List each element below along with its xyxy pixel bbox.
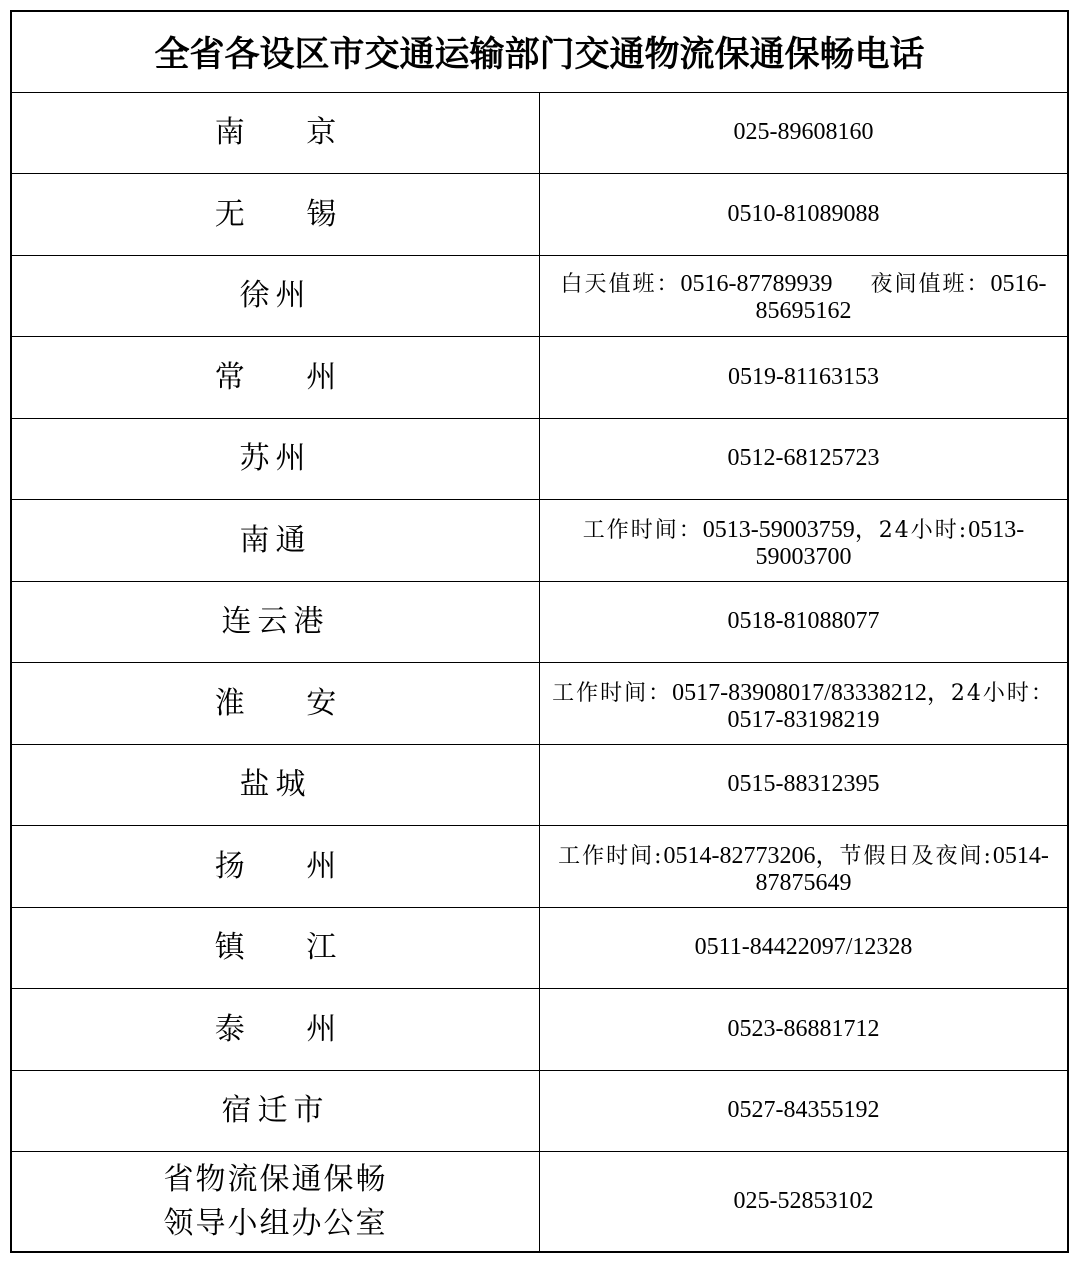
work-hours-label: 工作时间: (558, 844, 664, 870)
city-name: 镇 江 (12, 907, 540, 989)
city-name: 南通 (12, 500, 540, 582)
work-hours-phone: 0514-82773206， (663, 843, 840, 870)
24h-label: 24小时: (878, 518, 969, 544)
city-name: 连云港 (12, 581, 540, 663)
table-row (12, 826, 1067, 908)
table-row (12, 174, 1067, 256)
work-hours-phone: 0513-59003759， (702, 517, 879, 544)
phone-number: 025-52853102 (540, 1152, 1068, 1252)
city-name: 淮 安 (12, 663, 540, 745)
table-row (12, 92, 1067, 174)
office-name-line1: 省物流保通保畅 (163, 1162, 388, 1198)
24h-phone: 0517-83198219 (727, 707, 880, 734)
table-row (12, 255, 1067, 337)
office-name-line2: 领导小组办公室 (163, 1205, 388, 1241)
table-row (12, 1152, 1067, 1252)
phone-number: 025-89608160 (540, 92, 1068, 174)
holiday-night-phone: 0514-87875649 (755, 843, 1049, 897)
city-name: 徐州 (12, 255, 540, 337)
phone-number-group (540, 500, 1068, 582)
phone-number: 0510-81089088 (540, 174, 1068, 256)
day-duty-label: 白天值班： (560, 271, 681, 297)
city-name: 常 州 (12, 337, 540, 419)
table-row (12, 337, 1067, 419)
city-name: 泰 州 (12, 989, 540, 1071)
work-hours-phone: 0517-83908017/83338212， (672, 680, 951, 707)
24h-phone: 0513-59003700 (755, 517, 1025, 571)
phone-number-group (540, 255, 1068, 337)
phone-number: 0518-81088077 (540, 581, 1068, 663)
table-row (12, 989, 1067, 1071)
table-row (12, 418, 1067, 500)
table-row (12, 1070, 1067, 1152)
table-title: 全省各设区市交通运输部门交通物流保通保畅电话 (12, 12, 1067, 92)
table-row (12, 744, 1067, 826)
city-name: 扬 州 (12, 826, 540, 908)
office-name (12, 1152, 540, 1252)
work-hours-label: 工作时间： (552, 681, 673, 707)
night-duty-phone: 0516-85695162 (755, 270, 1047, 324)
phone-number: 0527-84355192 (540, 1070, 1068, 1152)
phone-number: 0519-81163153 (540, 337, 1068, 419)
city-name: 无 锡 (12, 174, 540, 256)
phone-number-group (540, 663, 1068, 745)
phone-number: 0511-84422097/12328 (540, 907, 1068, 989)
city-name: 苏州 (12, 418, 540, 500)
phone-number-group (540, 826, 1068, 908)
city-name: 盐城 (12, 744, 540, 826)
24h-label: 24小时： (950, 681, 1055, 707)
work-hours-label: 工作时间： (582, 518, 703, 544)
phone-number: 0512-68125723 (540, 418, 1068, 500)
phone-directory-table (10, 10, 1069, 1253)
title-row (12, 12, 1067, 92)
phone-number: 0515-88312395 (540, 744, 1068, 826)
day-duty-phone: 0516-87789939 (680, 270, 833, 297)
table-row (12, 663, 1067, 745)
night-duty-label: 夜间值班： (870, 271, 991, 297)
table-row (12, 500, 1067, 582)
city-name: 宿迁市 (12, 1070, 540, 1152)
city-name: 南 京 (12, 92, 540, 174)
phone-number: 0523-86881712 (540, 989, 1068, 1071)
table-row (12, 907, 1067, 989)
table-row (12, 581, 1067, 663)
holiday-night-label: 节假日及夜间: (839, 844, 993, 870)
